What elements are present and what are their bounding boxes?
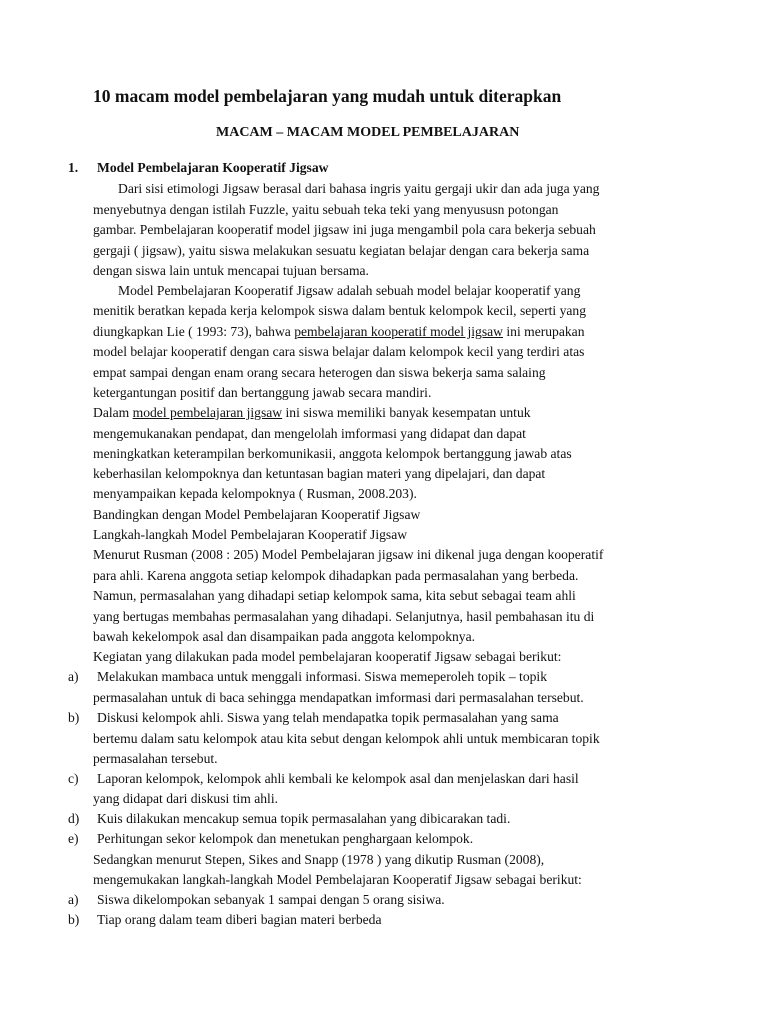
section-heading: Model Pembelajaran Kooperatif Jigsaw (97, 160, 329, 175)
section-number: 1. (68, 160, 79, 175)
list-marker: b) (68, 912, 80, 927)
body-line-with-link (93, 324, 585, 340)
body-line: Model Pembelajaran Kooperatif Jigsaw adalah sebuah model belajar kooperatif yang (118, 283, 581, 298)
body-line: dengan siswa lain untuk mencapai tujuan bersama. (93, 263, 369, 278)
body-line: Namun, permasalahan yang dihadapi setiap kelompok sama, kita sebut sebagai team ahli (93, 588, 576, 603)
body-line: Menurut Rusman (2008 : 205) Model Pembelajaran jigsaw ini dikenal juga dengan kooperatif (93, 547, 604, 562)
jigsaw-link[interactable]: pembelajaran kooperatif model jigsaw (294, 324, 503, 339)
body-line: Langkah-langkah Model Pembelajaran Kooperatif Jigsaw (93, 527, 408, 542)
body-line: model belajar kooperatif dengan cara siswa belajar dalam kelompok kecil yang terdiri atas (93, 344, 585, 359)
body-line: bawah kekelompok asal dan disampaikan pada anggota kelompoknya. (93, 629, 476, 644)
body-line: meningkatkan keterampilan berkomunikasii, anggota kelompok bertanggung jawab atas (93, 446, 572, 461)
body-line: Sedangkan menurut Stepen, Sikes and Snapp (1978 ) yang dikutip Rusman (2008), (93, 852, 545, 867)
list-marker: c) (68, 771, 79, 786)
text-segment: ini siswa memiliki banyak kesempatan untuk (282, 405, 531, 420)
list-marker: e) (68, 831, 79, 846)
list-item-line: Diskusi kelompok ahli. Siswa yang telah mendapatka topik permasalahan yang sama (97, 710, 559, 725)
list-item-line: yang didapat dari diskusi tim ahli. (93, 791, 278, 806)
list-item-line: Tiap orang dalam team diberi bagian materi berbeda (97, 912, 382, 927)
model-link[interactable]: model pembelajaran jigsaw (132, 405, 283, 420)
body-line: yang bertugas membahas permasalahan yang dihadapi. Selanjutnya, hasil pembahasan itu di (93, 609, 595, 624)
list-item-line: Laporan kelompok, kelompok ahli kembali ke kelompok asal dan menjelaskan dari hasil (97, 771, 579, 786)
body-line: menyampaikan kepada kelompoknya ( Rusman, 2008.203). (93, 486, 417, 501)
text-segment: Dalam (93, 405, 133, 420)
body-line: Bandingkan dengan Model Pembelajaran Kooperatif Jigsaw (93, 507, 421, 522)
body-line: mengemukakan langkah-langkah Model Pembelajaran Kooperatif Jigsaw sebagai berikut: (93, 872, 582, 887)
list-marker: a) (68, 892, 79, 907)
list-item-line: Perhitungan sekor kelompok dan menetukan penghargaan kelompok. (97, 831, 474, 846)
list-item-line: permasalahan tersebut. (93, 751, 218, 766)
page-title: 10 macam model pembelajaran yang mudah untuk diterapkan (93, 86, 562, 106)
body-line: gergaji ( jigsaw), yaitu siswa melakukan sesuatu kegiatan belajar dengan cara bekerja sama (93, 243, 590, 258)
body-line: Kegiatan yang dilakukan pada model pembelajaran kooperatif Jigsaw sebagai berikut: (93, 649, 562, 664)
list-item-line: Melakukan mambaca untuk menggali informasi. Siswa memeperoleh topik – topik (97, 669, 548, 684)
body-line: empat sampai dengan enam orang secara heterogen dan siswa bekerja sama salaing (93, 365, 546, 380)
body-line: keberhasilan kelompoknya dan ketuntasan bagian materi yang dipelajari, dan dapat (93, 466, 546, 481)
text-segment: ini merupakan (502, 324, 585, 339)
body-line: Dari sisi etimologi Jigsaw berasal dari bahasa ingris yaitu gergaji ukir dan ada juga yang (118, 181, 600, 196)
body-line: mengemukanakan pendapat, dan mengelolah imformasi yang didapat dan dapat (93, 426, 526, 441)
list-item-line: bertemu dalam satu kelompok atau kita sebut dengan kelompok ahli untuk membicaran topik (93, 731, 600, 746)
list-marker: b) (68, 710, 80, 725)
body-line-with-link (93, 405, 531, 421)
list-item-line: permasalahan untuk di baca sehingga mendapatkan imformasi dari permasalahan tersebut. (93, 690, 584, 705)
list-marker: d) (68, 811, 80, 826)
body-line: gambar. Pembelajaran kooperatif model jigsaw ini juga mengambil pola cara bekerja sebuah (93, 222, 596, 237)
body-line: para ahli. Karena anggota setiap kelompok dihadapkan pada permasalahan yang berbeda. (93, 568, 579, 583)
list-item-line: Kuis dilakukan mencakup semua topik permasalahan yang dibicarakan tadi. (97, 811, 511, 826)
page-subtitle: MACAM – MACAM MODEL PEMBELAJARAN (216, 125, 520, 140)
body-line: menyebutnya dengan istilah Fuzzle, yaitu sebuah teka teki yang menyususn potongan (93, 202, 559, 217)
body-line: menitik beratkan kepada kerja kelompok siswa dalam bentuk kelompok kecil, seperti yang (93, 303, 586, 318)
list-item-line: Siswa dikelompokan sebanyak 1 sampai dengan 5 orang sisiwa. (97, 892, 445, 907)
text-segment: diungkapkan Lie ( 1993: 73), bahwa (93, 324, 295, 339)
body-line: ketergantungan positif dan bertanggung jawab secara mandiri. (93, 385, 432, 400)
list-marker: a) (68, 669, 79, 684)
